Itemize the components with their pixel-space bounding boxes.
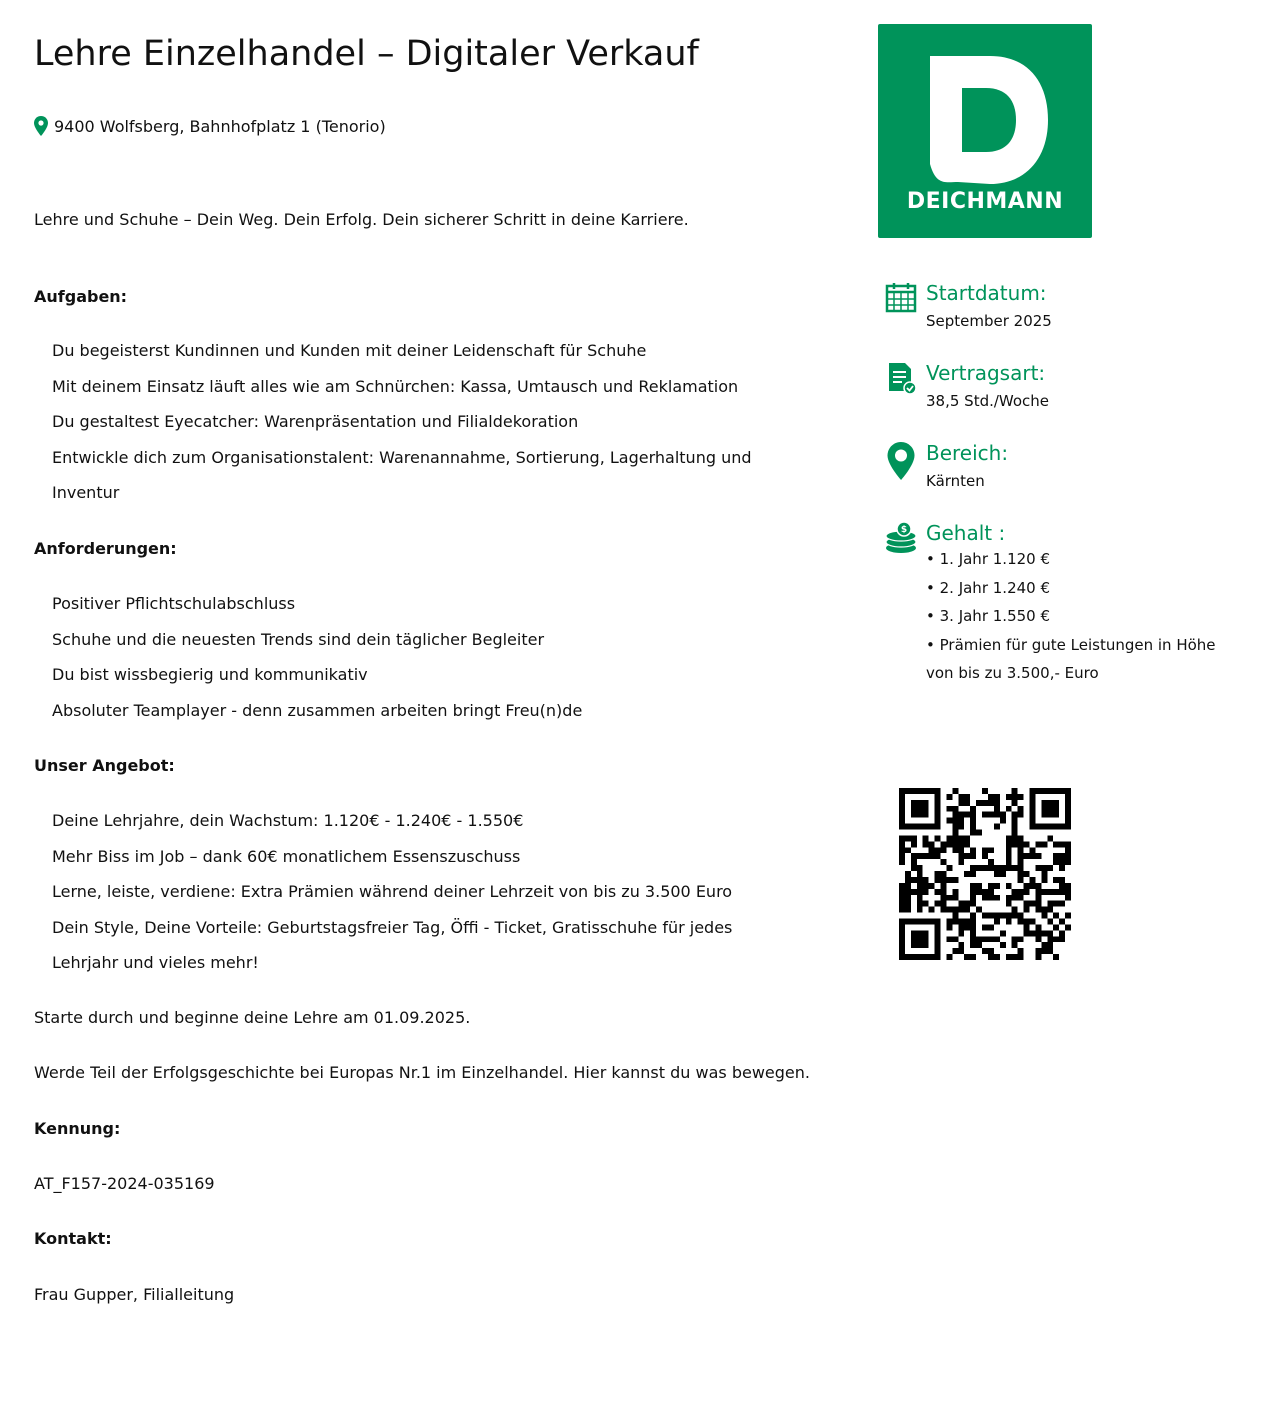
- list-item: Entwickle dich zum Organisationstalent: Warenannahme, Sortierung, Lagerhaltung und: [52, 447, 752, 467]
- document-check-icon: [884, 361, 918, 395]
- list-item: • 2. Jahr 1.240 €: [926, 578, 1051, 597]
- list-item: • 3. Jahr 1.550 €: [926, 607, 1051, 625]
- list-item: Du begeisterst Kundinnen und Kunden mit deiner Leidenschaft für Schuhe: [52, 341, 647, 360]
- area-label: Bereich:: [926, 441, 1009, 465]
- contract-label: Vertragsart:: [926, 361, 1046, 385]
- list-item: • 1. Jahr 1.120 €: [926, 550, 1051, 568]
- list-item: Lerne, leiste, verdiene: Extra Prämien während deiner Lehrzeit von bis zu 3.500 Euro: [52, 882, 733, 901]
- tasks-heading: Aufgaben:: [34, 287, 128, 306]
- page-title: Lehre Einzelhandel – Digitaler Verkauf: [34, 34, 699, 74]
- list-item: Lehrjahr und vieles mehr!: [52, 953, 259, 972]
- address: [34, 116, 386, 136]
- contract-value: 38,5 Std./Woche: [926, 392, 1050, 410]
- list-item: Absoluter Teamplayer - denn zusammen arbeiten bringt Freu(n)de: [52, 700, 583, 720]
- join-text: Werde Teil der Erfolgsgeschichte bei Europas Nr.1 im Einzelhandel. Hier kannst du was bewegen.: [34, 1063, 810, 1082]
- list-item: Schuhe und die neuesten Trends sind dein täglicher Begleiter: [52, 629, 545, 649]
- list-item: Mehr Biss im Job – dank 60€ monatlichem Essenszuschuss: [52, 846, 521, 866]
- list-item: Positiver Pflichtschulabschluss: [52, 594, 296, 613]
- money-stack-icon: [884, 521, 918, 555]
- address-text: 9400 Wolfsberg, Bahnhofplatz 1 (Tenorio): [54, 116, 386, 136]
- list-item: Deine Lehrjahre, dein Wachstum: 1.120€ - 1.240€ - 1.550€: [52, 811, 524, 830]
- tasks-list: [52, 333, 752, 511]
- contact-heading: Kontakt:: [34, 1229, 112, 1248]
- requirements-heading: Anforderungen:: [34, 539, 177, 558]
- list-item: • Prämien für gute Leistungen in Höhe von bis zu 3.500,- Euro: [926, 635, 1216, 682]
- id-heading: Kennung:: [34, 1119, 121, 1138]
- salary-list: [926, 545, 1246, 688]
- list-item: Du gestaltest Eyecatcher: Warenpräsentation und Filialdekoration: [52, 412, 579, 431]
- offer-list: [52, 803, 732, 981]
- deichmann-logo: [878, 24, 1092, 238]
- salary-label: Gehalt :: [926, 521, 1006, 545]
- calendar-icon: [884, 281, 918, 315]
- start-date-label: Startdatum:: [926, 281, 1047, 305]
- list-item: Inventur: [52, 483, 120, 502]
- area-value: Kärnten: [926, 472, 985, 490]
- qr-code-icon[interactable]: [899, 788, 1071, 960]
- intro-text: Lehre und Schuhe – Dein Weg. Dein Erfolg. Dein sicherer Schritt in deine Karriere.: [34, 210, 689, 229]
- location-pin-icon: [884, 441, 918, 481]
- location-pin-icon: [34, 116, 48, 136]
- list-item: Dein Style, Deine Vorteile: Geburtstagsfreier Tag, Öffi - Ticket, Gratisschuhe für jedes: [52, 917, 733, 937]
- requirements-list: [52, 586, 582, 728]
- start-date-value: September 2025: [926, 312, 1052, 330]
- logo-brand-text: DEICHMANN: [906, 189, 1064, 214]
- svg-text:$: $: [900, 525, 908, 535]
- offer-heading: Unser Angebot:: [34, 756, 175, 775]
- id-value: AT_F157-2024-035169: [34, 1174, 215, 1193]
- contact-value: Frau Gupper, Filialleitung: [34, 1285, 235, 1304]
- list-item: Mit deinem Einsatz läuft alles wie am Schnürchen: Kassa, Umtausch und Reklamation: [52, 376, 739, 396]
- list-item: Du bist wissbegierig und kommunikativ: [52, 665, 368, 684]
- start-text: Starte durch und beginne deine Lehre am 01.09.2025.: [34, 1008, 471, 1027]
